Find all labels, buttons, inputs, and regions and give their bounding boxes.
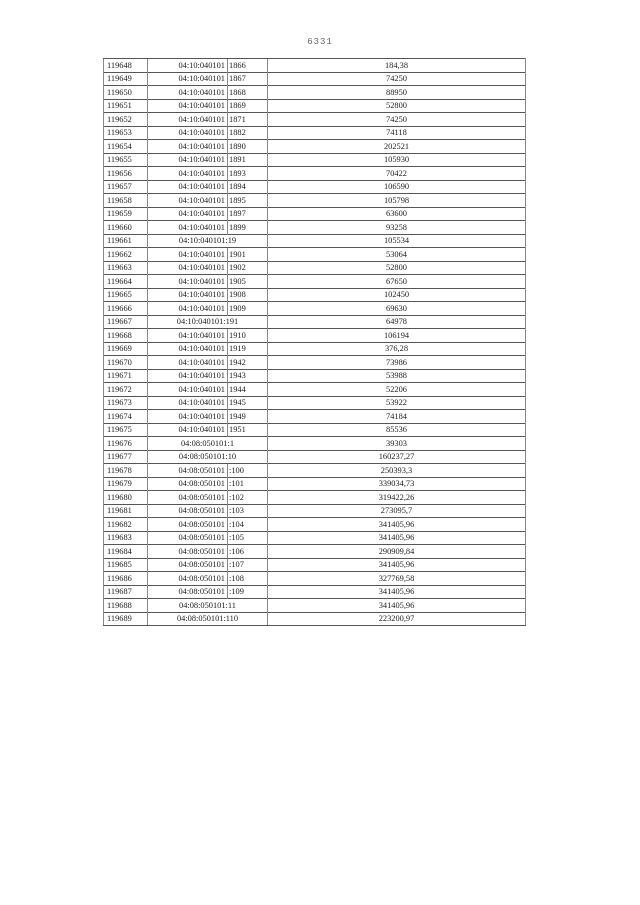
value-cell: 341405,96 (268, 558, 526, 572)
cadastral-prefix-cell: 04:10:040101 (148, 180, 228, 194)
value-cell: 74250 (268, 72, 526, 86)
table-row (104, 248, 526, 262)
cadastral-prefix-cell: 04:10:040101 (148, 329, 228, 343)
table-row (104, 518, 526, 532)
table-row (104, 180, 526, 194)
value-cell: 53922 (268, 396, 526, 410)
table-row (104, 585, 526, 599)
row-id-cell: 119687 (104, 585, 148, 599)
cadastral-suffix-cell: 1891 (228, 153, 268, 167)
table-row (104, 86, 526, 100)
value-cell: 327769,58 (268, 572, 526, 586)
table-row (104, 464, 526, 478)
value-cell: 102450 (268, 288, 526, 302)
table-row (104, 450, 526, 464)
value-cell: 341405,96 (268, 599, 526, 613)
value-cell: 339034,73 (268, 477, 526, 491)
value-cell: 105930 (268, 153, 526, 167)
cadastral-prefix-cell: 04:08:050101 (148, 504, 228, 518)
row-id-cell: 119656 (104, 167, 148, 181)
value-cell: 250393,3 (268, 464, 526, 478)
cadastral-prefix-cell: 04:08:050101 (148, 518, 228, 532)
row-id-cell: 119676 (104, 437, 148, 451)
cadastral-prefix-cell: 04:08:050101 (148, 572, 228, 586)
cadastral-suffix-cell: 1899 (228, 221, 268, 235)
value-cell: 69630 (268, 302, 526, 316)
cadastral-suffix-cell: :106 (228, 545, 268, 559)
table-row (104, 234, 526, 248)
value-cell: 53064 (268, 248, 526, 262)
cadastral-suffix-cell: :109 (228, 585, 268, 599)
value-cell: 73986 (268, 356, 526, 370)
row-id-cell: 119655 (104, 153, 148, 167)
row-id-cell: 119654 (104, 140, 148, 154)
row-id-cell: 119649 (104, 72, 148, 86)
table-row (104, 410, 526, 424)
cadastral-suffix-cell: 1868 (228, 86, 268, 100)
value-cell: 202521 (268, 140, 526, 154)
cadastral-prefix-cell: 04:10:040101 (148, 86, 228, 100)
row-id-cell: 119667 (104, 315, 148, 329)
cadastral-prefix-cell: 04:10:040101 (148, 369, 228, 383)
row-id-cell: 119666 (104, 302, 148, 316)
table-row (104, 221, 526, 235)
row-id-cell: 119675 (104, 423, 148, 437)
value-cell: 85536 (268, 423, 526, 437)
table-row (104, 504, 526, 518)
table-row (104, 477, 526, 491)
cadastral-suffix-cell: 1871 (228, 113, 268, 127)
cadastral-prefix-cell: 04:10:040101 (148, 396, 228, 410)
row-id-cell: 119663 (104, 261, 148, 275)
value-cell: 70422 (268, 167, 526, 181)
table-row (104, 572, 526, 586)
cadastral-suffix-cell: :101 (228, 477, 268, 491)
table-row (104, 113, 526, 127)
table-row (104, 140, 526, 154)
cadastral-suffix-cell: 1867 (228, 72, 268, 86)
cadastral-suffix-cell: 1945 (228, 396, 268, 410)
row-id-cell: 119679 (104, 477, 148, 491)
row-id-cell: 119678 (104, 464, 148, 478)
table-row (104, 545, 526, 559)
row-id-cell: 119671 (104, 369, 148, 383)
value-cell: 106590 (268, 180, 526, 194)
cadastral-number-cell: 04:08:050101:110 (148, 612, 268, 626)
row-id-cell: 119664 (104, 275, 148, 289)
table-row (104, 72, 526, 86)
value-cell: 39303 (268, 437, 526, 451)
table-row (104, 369, 526, 383)
row-id-cell: 119653 (104, 126, 148, 140)
table-row (104, 59, 526, 73)
cadastral-prefix-cell: 04:08:050101 (148, 558, 228, 572)
cadastral-suffix-cell: :107 (228, 558, 268, 572)
table-row (104, 396, 526, 410)
cadastral-prefix-cell: 04:08:050101 (148, 531, 228, 545)
table-row (104, 126, 526, 140)
cadastral-prefix-cell: 04:10:040101 (148, 342, 228, 356)
value-cell: 106194 (268, 329, 526, 343)
row-id-cell: 119665 (104, 288, 148, 302)
value-cell: 160237,27 (268, 450, 526, 464)
value-cell: 319422,26 (268, 491, 526, 505)
cadastral-suffix-cell: :102 (228, 491, 268, 505)
cadastral-prefix-cell: 04:08:050101 (148, 464, 228, 478)
cadastral-prefix-cell: 04:10:040101 (148, 167, 228, 181)
value-cell: 74118 (268, 126, 526, 140)
cadastral-suffix-cell: 1944 (228, 383, 268, 397)
cadastral-suffix-cell: 1909 (228, 302, 268, 316)
cadastral-suffix-cell: 1866 (228, 59, 268, 73)
cadastral-number-cell: 04:10:040101:19 (148, 234, 268, 248)
value-cell: 184,38 (268, 59, 526, 73)
cadastral-suffix-cell: 1951 (228, 423, 268, 437)
cadastral-prefix-cell: 04:08:050101 (148, 491, 228, 505)
value-cell: 376,28 (268, 342, 526, 356)
table-row (104, 342, 526, 356)
table-row (104, 288, 526, 302)
row-id-cell: 119668 (104, 329, 148, 343)
value-cell: 273095,7 (268, 504, 526, 518)
cadastral-prefix-cell: 04:08:050101 (148, 585, 228, 599)
row-id-cell: 119658 (104, 194, 148, 208)
row-id-cell: 119657 (104, 180, 148, 194)
table-row (104, 558, 526, 572)
cadastral-suffix-cell: 1902 (228, 261, 268, 275)
row-id-cell: 119670 (104, 356, 148, 370)
cadastral-prefix-cell: 04:10:040101 (148, 140, 228, 154)
table-row (104, 329, 526, 343)
cadastral-suffix-cell: 1893 (228, 167, 268, 181)
cadastral-prefix-cell: 04:10:040101 (148, 72, 228, 86)
table-row (104, 599, 526, 613)
value-cell: 74184 (268, 410, 526, 424)
table-row (104, 612, 526, 626)
cadastral-prefix-cell: 04:10:040101 (148, 275, 228, 289)
row-id-cell: 119680 (104, 491, 148, 505)
cadastral-prefix-cell: 04:10:040101 (148, 248, 228, 262)
row-id-cell: 119689 (104, 612, 148, 626)
row-id-cell: 119682 (104, 518, 148, 532)
page-number: 6331 (307, 37, 333, 47)
cadastral-prefix-cell: 04:10:040101 (148, 194, 228, 208)
table-row (104, 356, 526, 370)
row-id-cell: 119688 (104, 599, 148, 613)
row-id-cell: 119677 (104, 450, 148, 464)
value-cell: 341405,96 (268, 585, 526, 599)
table-row (104, 194, 526, 208)
table-row (104, 315, 526, 329)
cadastral-suffix-cell: :105 (228, 531, 268, 545)
cadastral-prefix-cell: 04:10:040101 (148, 153, 228, 167)
table-row (104, 383, 526, 397)
row-id-cell: 119661 (104, 234, 148, 248)
row-id-cell: 119651 (104, 99, 148, 113)
cadastral-prefix-cell: 04:08:050101 (148, 477, 228, 491)
row-id-cell: 119674 (104, 410, 148, 424)
cadastral-prefix-cell: 04:10:040101 (148, 207, 228, 221)
cadastral-prefix-cell: 04:10:040101 (148, 261, 228, 275)
table-row (104, 99, 526, 113)
cadastral-prefix-cell: 04:10:040101 (148, 113, 228, 127)
cadastral-suffix-cell: 1942 (228, 356, 268, 370)
cadastral-suffix-cell: 1895 (228, 194, 268, 208)
value-cell: 52800 (268, 261, 526, 275)
cadastral-number-cell: 04:08:050101:10 (148, 450, 268, 464)
cadastral-prefix-cell: 04:10:040101 (148, 288, 228, 302)
cadastral-suffix-cell: 1943 (228, 369, 268, 383)
value-cell: 105798 (268, 194, 526, 208)
row-id-cell: 119686 (104, 572, 148, 586)
value-cell: 67650 (268, 275, 526, 289)
cadastral-suffix-cell: 1949 (228, 410, 268, 424)
table-row (104, 167, 526, 181)
value-cell: 53988 (268, 369, 526, 383)
table-row (104, 153, 526, 167)
cadastral-suffix-cell: 1890 (228, 140, 268, 154)
cadastral-suffix-cell: :103 (228, 504, 268, 518)
table-row (104, 275, 526, 289)
value-cell: 105534 (268, 234, 526, 248)
cadastral-prefix-cell: 04:10:040101 (148, 410, 228, 424)
table-row (104, 491, 526, 505)
value-cell: 52800 (268, 99, 526, 113)
row-id-cell: 119683 (104, 531, 148, 545)
cadastral-number-cell: 04:08:050101:11 (148, 599, 268, 613)
cadastral-suffix-cell: :108 (228, 572, 268, 586)
value-cell: 88950 (268, 86, 526, 100)
cadastral-suffix-cell: 1901 (228, 248, 268, 262)
cadastral-prefix-cell: 04:10:040101 (148, 423, 228, 437)
cadastral-prefix-cell: 04:10:040101 (148, 383, 228, 397)
cadastral-suffix-cell: 1882 (228, 126, 268, 140)
value-cell: 93258 (268, 221, 526, 235)
cadastral-suffix-cell: 1905 (228, 275, 268, 289)
cadastral-prefix-cell: 04:10:040101 (148, 59, 228, 73)
cadastral-prefix-cell: 04:10:040101 (148, 302, 228, 316)
cadastral-suffix-cell: 1919 (228, 342, 268, 356)
cadastral-number-cell: 04:10:040101:191 (148, 315, 268, 329)
value-cell: 341405,96 (268, 531, 526, 545)
cadastral-value-table (103, 58, 526, 626)
value-cell: 223200,97 (268, 612, 526, 626)
row-id-cell: 119681 (104, 504, 148, 518)
value-cell: 52206 (268, 383, 526, 397)
cadastral-prefix-cell: 04:10:040101 (148, 356, 228, 370)
row-id-cell: 119673 (104, 396, 148, 410)
row-id-cell: 119648 (104, 59, 148, 73)
row-id-cell: 119650 (104, 86, 148, 100)
cadastral-suffix-cell: 1894 (228, 180, 268, 194)
cadastral-prefix-cell: 04:10:040101 (148, 99, 228, 113)
row-id-cell: 119662 (104, 248, 148, 262)
cadastral-prefix-cell: 04:10:040101 (148, 126, 228, 140)
cadastral-suffix-cell: 1910 (228, 329, 268, 343)
table-row (104, 531, 526, 545)
table-row (104, 207, 526, 221)
row-id-cell: 119684 (104, 545, 148, 559)
cadastral-suffix-cell: 1908 (228, 288, 268, 302)
cadastral-suffix-cell: :104 (228, 518, 268, 532)
table-row (104, 261, 526, 275)
cadastral-suffix-cell: :100 (228, 464, 268, 478)
table-row (104, 437, 526, 451)
table-row (104, 302, 526, 316)
value-cell: 64978 (268, 315, 526, 329)
cadastral-suffix-cell: 1869 (228, 99, 268, 113)
row-id-cell: 119669 (104, 342, 148, 356)
value-cell: 63600 (268, 207, 526, 221)
row-id-cell: 119659 (104, 207, 148, 221)
table-row (104, 423, 526, 437)
value-cell: 341405,96 (268, 518, 526, 532)
table-body (104, 59, 526, 626)
cadastral-number-cell: 04:08:050101:1 (148, 437, 268, 451)
row-id-cell: 119660 (104, 221, 148, 235)
row-id-cell: 119685 (104, 558, 148, 572)
cadastral-prefix-cell: 04:08:050101 (148, 545, 228, 559)
cadastral-prefix-cell: 04:10:040101 (148, 221, 228, 235)
cadastral-suffix-cell: 1897 (228, 207, 268, 221)
row-id-cell: 119652 (104, 113, 148, 127)
row-id-cell: 119672 (104, 383, 148, 397)
value-cell: 74250 (268, 113, 526, 127)
value-cell: 290909,84 (268, 545, 526, 559)
